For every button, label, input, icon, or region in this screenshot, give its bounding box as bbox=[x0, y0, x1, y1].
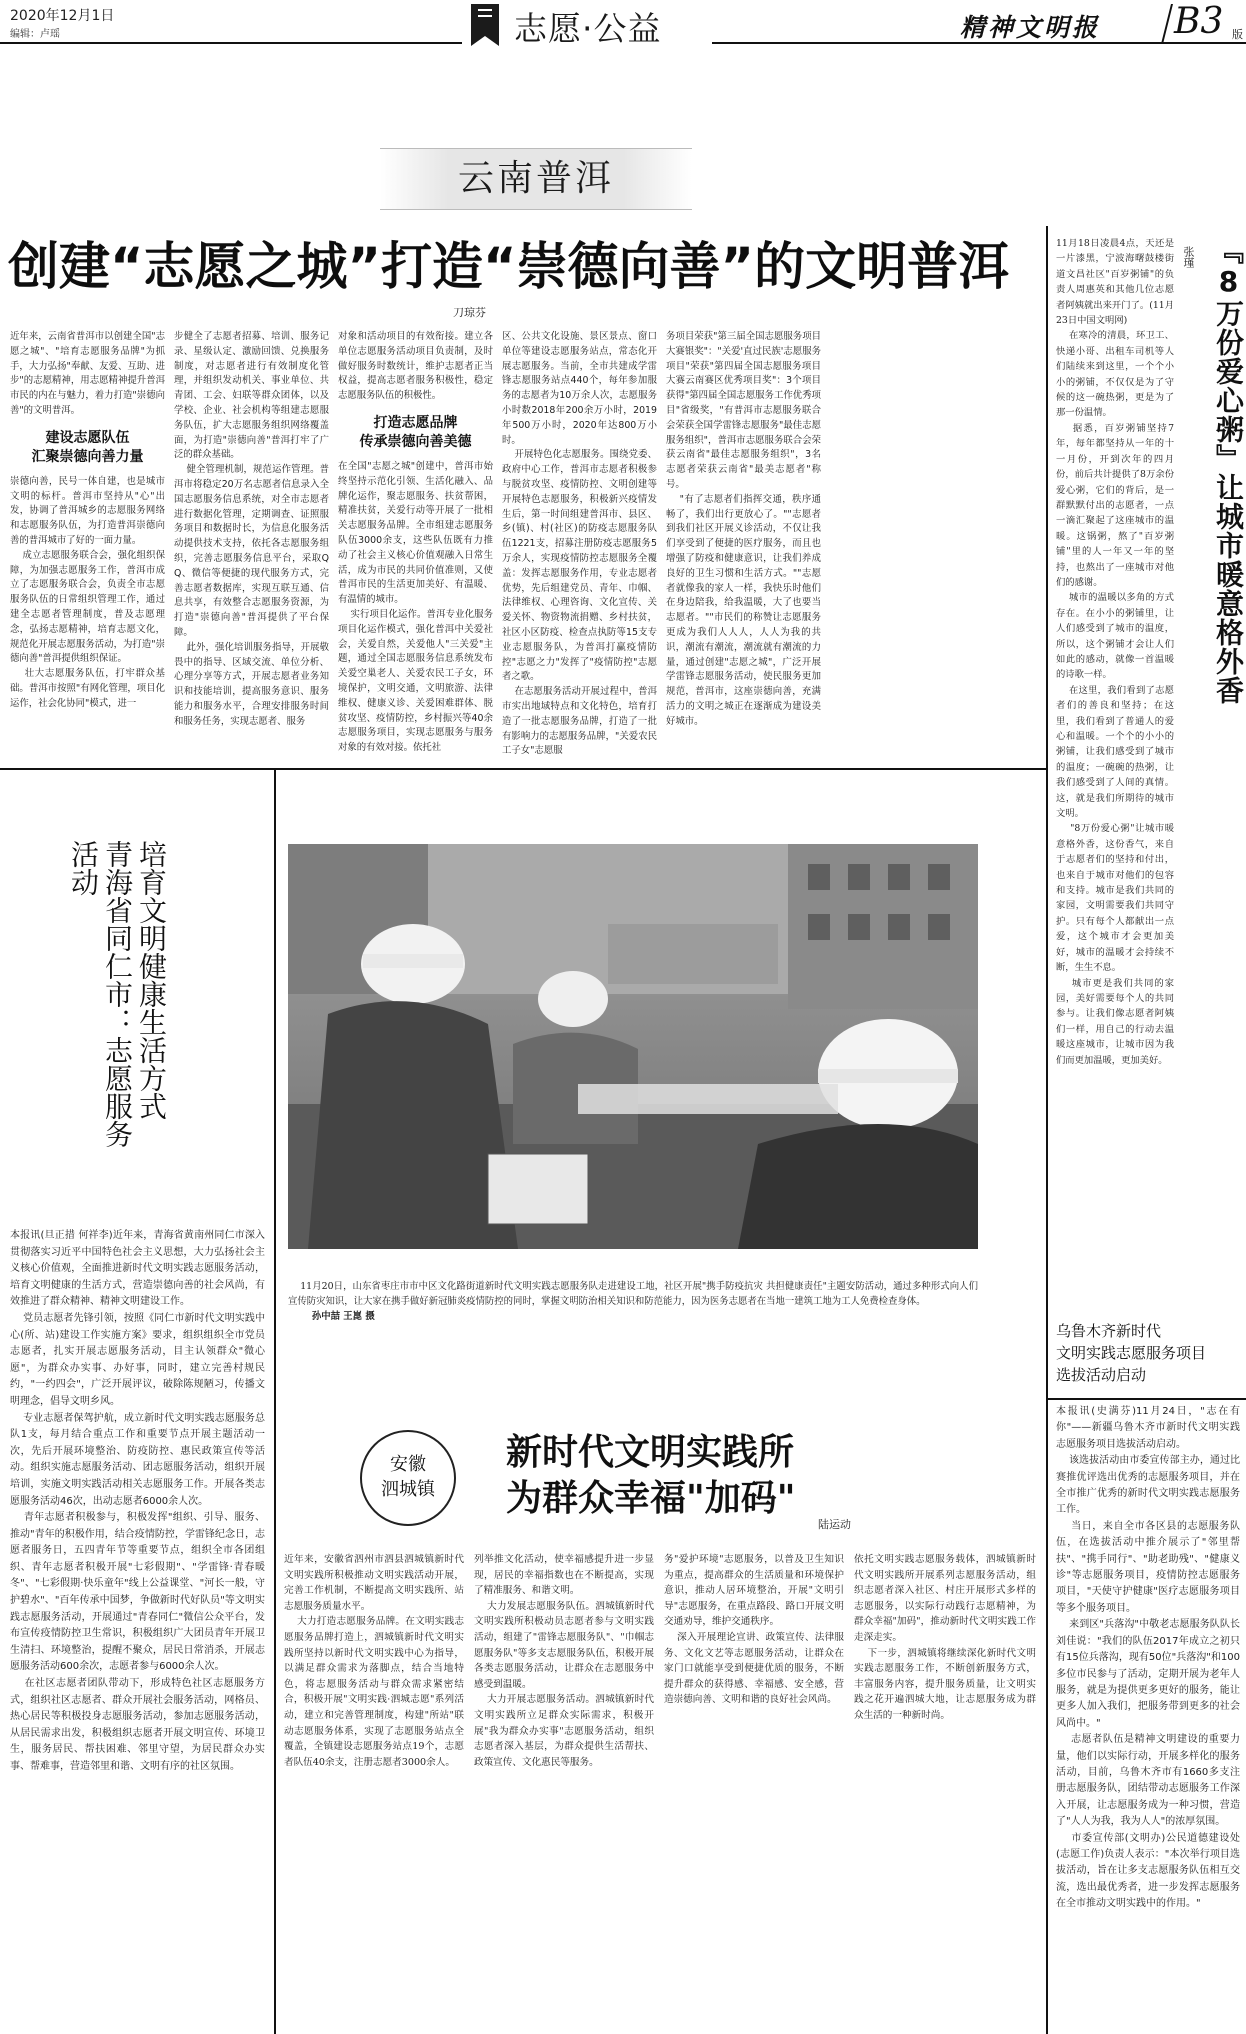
paragraph: 11月18日凌晨4点，天还是一片漆黑，宁波海曙鼓楼街道文昌社区"百岁粥铺"的负责人周惠英和其他几位志愿者阿姨就出来开门了。(11月23日中国文明网) 在寒冷的清晨，环卫工、快递小哥、出租车司机等人们陆续来到这里，一个个小小的粥铺，不仅仅是为了守候的这一碗热粥，更是为了那一份温情。 据悉，百岁粥铺坚持7年，每年都坚持从一年的十一月份，开到次年的四月份，前后共计提供了8万余份爱心粥，它们的背后，是一群默默付出的志愿者，一点一滴汇聚起了这座城市的温暖。这锅粥，熬了"百岁粥铺"里的人一年又一年的坚持，也熬出了一座城市对他们的感谢。 城市的温暖以多角的方式存在。在小小的粥铺里，让人们感受到了城市的温度，所以，这个粥铺才会让人们如此的感动，就像一首温暖的诗歌一样。 在这里，我们看到了志愿者们的善良和坚持；在这里，我们看到了普通人的爱心和温暖。一个个的小小的粥铺，让我们感受到了城市的温度；一碗碗的热粥，让我们感受到了人间的真情。这，就是我们所期待的城市文明。 "8万份爱心粥"让城市暖意格外香，这份香气，来自于志愿者们的坚持和付出，也来自于城市对他们的包容和支持。城市是我们共同的家园，文明需要我们共同守护。只有每个人都献出一点爱，这个城市才会更加美好，城市的温暖才会持续不断，生生不息。 城市更是我们共同的家园，美好需要每个人的共同参与。让我们像志愿者阿姨们一样，用自己的行动去温暖这座城市，让城市因为我们而更加温暖，更加美好。 bbox=[1056, 238, 1174, 1066]
qinghai-column bbox=[10, 1228, 265, 2028]
yunnan-col-2 bbox=[174, 330, 329, 762]
paragraph: 崇德向善，民号一体自建，也是城市文明的标杆。普洱市坚持从"心"出发，协调了普洱城乡的志愿服务网络和志愿服务队伍，为打造普洱崇德向善的普洱城市了好的一面力量。 成立志愿服务联合会，强化组织保障，为加强志愿服务工作，普洱市成立了志愿服务联合会，负责全市志愿服务队伍的日常组织管理工作，通过建全志愿者管理制度，普及志愿理念，弘扬志愿精神，培育志愿文化，规范化开展志愿服务活动，为打造"崇德向善"普洱提供组织保证。 壮大志愿服务队伍，打牢群众基础。普洱市按照"有网化管理，项目化运作，社会化协同"模式，进一 bbox=[10, 475, 165, 709]
caption-body: 11月20日，山东省枣庄市市中区文化路街道新时代文明实践志愿服务队走进建设工地，社区开展"携手防疫抗灾 共担健康责任"主题安防活动，通过多种形式向人们宣传防灾知识，让大家在携手做好新冠肺炎疫情防控的同时，掌握文明防治相关知识和防范能力，因为医务志愿者在当地一建筑工地为工人免费检查身体。 bbox=[288, 1281, 978, 1307]
byline-yunnan: 刀琼芬 bbox=[453, 306, 486, 319]
right-column-divider bbox=[1046, 226, 1048, 2034]
region-banner bbox=[380, 148, 692, 210]
anhui-region-badge-text: 安徽 泗城镇 bbox=[381, 1454, 435, 1500]
paragraph: 务项目荣获"第三届全国志愿服务项目大赛银奖"："关爱'直过民族'志愿服务项目"荣获"第四届全国志愿服务项目大赛云南赛区优秀项目奖"：3个项目获得"第四届全国志愿服务工作优秀项目"省级奖，"有普洱市志愿服务联合会荣获全国学雷锋志愿服务"最佳志愿服务组织"，普洱市志愿服务联合会荣获云南省"最佳志愿服务组织"，3名志愿者荣获云南省"最美志愿者"称号。 "有了志愿者们指挥交通，秩序通畅了，我们出行更放心了。""志愿者到我们社区开展义诊活动，不仅让我们享受到了便捷的医疗服务，而且也增强了防疫和健康意识，让我们养成良好的卫生习惯和生活方式。""志愿者就像我的家人一样，我快乐时他们在身边陪我，给我温暖，大了也要当志愿者。""市民们的称赞让志愿服务更成为我们人人人，人人为我的共识，潮流有潮流，潮流就有潮流的力量，通过创建"志愿之城"，广泛开展学雷锋志愿服务活动，使民服务更加规范，普洱市，这座崇德向善，充满活力的文明之城正在逐渐成为建设美好城市。 bbox=[666, 331, 821, 727]
paragraph: 近年来，安徽省泗州市泗县泗城镇新时代文明实践所积极推动文明实践活动开展，完善工作机制，不断提高文明实践所、站志愿服务质量水平。 大力打造志愿服务品牌。在文明实践志愿服务品牌打造上，泗城镇新时代文明实践所坚持以新时代文明实践中心为指导，以满足群众需求为落脚点，结合当地特色，将志愿服务活动与群众需求紧密结合，积极开展"文明实践·泗城志愿"系列活动，建立和完善管理制度，构建"所站"联动志愿服务体系，实现了志愿服务站点全覆盖，全镇建设志愿服务站点19个，志愿者队伍40余支，注册志愿者3000余人。 bbox=[284, 1554, 464, 1768]
issue-date: 2020年12月1日 bbox=[10, 8, 115, 24]
caption-text bbox=[288, 1264, 978, 1326]
anhui-col-4 bbox=[854, 1552, 1036, 2028]
anhui-col-3 bbox=[664, 1552, 844, 2028]
subhead-team: 建设志愿队伍 汇聚崇德向善力量 bbox=[31, 429, 144, 465]
photo-credit: 孙中喆 王崑 摄 bbox=[311, 1311, 375, 1322]
paragraph: 依托文明实践志愿服务载体，泗城镇新时代文明实践所开展系列志愿服务活动，组织志愿者深入社区、村庄开展形式多样的志愿服务，以实际行动践行志愿精神，为群众幸福"加码"，推动新时代文明实践工作走深走实。 下一步，泗城镇将继续深化新时代文明实践志愿服务工作，不断创新服务方式，丰富服务内容，提升服务质量，让文明实践之花开遍泗城大地，让志愿服务成为群众生活的一种新时尚。 bbox=[854, 1554, 1036, 1721]
region-banner-text: 云南普洱 bbox=[457, 158, 614, 199]
headline-anhui: 新时代文明实践所 为群众幸福"加码" bbox=[506, 1432, 796, 1519]
sidebar-column bbox=[1056, 236, 1174, 1366]
subhead-brand: 打造志愿品牌 传承崇德向善美德 bbox=[359, 414, 472, 450]
paragraph: 区、公共文化设施、景区景点、窗口单位等建设志愿服务站点，常态化开展志愿服务。当前，全市共建成学雷锋志愿服务站点440个，每年参加服务的志愿者为10万余人次，志愿服务小时数2018年200余万小时，2019年500万小时，2020年达800万小时。 开展特色化志愿服务。围绕党委、政府中心工作，普洱市志愿者积极参与脱贫攻坚、疫情防控、文明创建等开展特色志愿服务，积极新兴疫情发生后，第一时间组建普洱市、县区、乡(镇)、村(社区)的防疫志愿服务队伍1221支，招募注册防疫志愿服务5万余人，实现疫情防控志愿服务全覆盖：发挥志愿服务作用，专业志愿者优势，先后组建党员、青年、巾帼、法律维权、心理咨询、文化宣传、关爱关怀、物资物流捐赠、乡村扶贫，社区小区防疫、检查点执防等15支专业志愿服务队，为普洱打赢疫情防控"志愿之力"发挥了"疫情防控"志愿者之歌。 在志愿服务活动开展过程中，普洱市实出地域特点和文化特色，培育打造了一批志愿服务品牌，打造了一批有影响力的志愿服务品牌，"关爱农民工子女"志愿服 bbox=[502, 331, 657, 757]
headline-qinghai: 培育文明健康生活方式 青海省同仁市：志愿服务活动 bbox=[67, 840, 168, 1148]
urumqi-column bbox=[1056, 1404, 1240, 2030]
masthead bbox=[0, 0, 1246, 56]
yunnan-col-3 bbox=[338, 330, 493, 762]
paragraph: 在全国"志愿之城"创建中，普洱市始终坚持示范化引领、生活化融入、品牌化运作，聚志愿服务、扶贫帮困，精准扶贫，关爱行动等开展了一批相关志愿服务品牌。全市组建志愿服务队伍3000余支，这些队伍既有力推动了社会主义核心价值观融入日常生活，成为市民的共同价值准则，又使普洱市民的生活更加美好、有温暖、有温情的城市。 实行项目化运作。普洱专业化服务项目化运作模式，强化普洱中关爱社会，关爱自然，关爱他人"三关爱"主题，通过全国志愿服务信息系统发布关爱空巢老人、关爱农民工子女，环境保护，文明交通，文明旅游、法律维权、健康义诊、关爱困难群体、脱贫攻坚、疫情防控，乡村振兴等40余志愿服务项目，实现志愿服务与服务对象的有效对接。依托社 bbox=[338, 460, 493, 754]
yunnan-bottom-rule bbox=[0, 768, 1046, 770]
paragraph: 步健全了志愿者招募、培训、服务记录、星级认定、激励回馈、兑换服务制度，对志愿者进行有效制度化管理，并组织发动机关、事业单位、共青团、工会、妇联等群众团体，以及学校、企业、社会机构等组建志愿服务队伍，扩大志愿服务组织网络覆盖面，为打造"崇德向善"普洱打牢了广泛的群众基础。 健全管理机制，规范运作管理。普洱市将稳定20万名志愿者信息录入全国志愿服务信息系统，对全市志愿者进行数据化管理，定期调查、证照服务项目和数据时长，为信息化服务活动提供技术支持，依托各志愿服务组织，完善志愿服务信息平台，采取QQ、微信等便捷的现代服务方式，完善志愿者数据库，实现互联互通、信息共享，有效整合志愿服务资源，为打造"崇德向善"普洱提供了平台保障。 此外，强化培训服务指导，开展敬畏中的指导、区域交流、单位分析、心理分享等方式，开展志愿者业务知识和技能培训，提高服务意识、服务能力和服务水平，合理安排服务时间和服务任务，实现志愿者、服务 bbox=[174, 331, 329, 727]
headline-yunnan: 创建“志愿之城”打造“崇德向善”的文明普洱 bbox=[8, 238, 1010, 297]
ribbon-icon bbox=[468, 2, 502, 48]
byline-anhui: 陆运动 bbox=[818, 1518, 851, 1531]
yunnan-col-1 bbox=[10, 330, 165, 762]
page-code: B3 bbox=[1174, 1, 1224, 42]
paragraph: 对象和活动项目的有效衔接。建立各单位志愿服务活动项目负责制，及时做好服务时数统计，维护志愿者正当权益，提高志愿者服务积极性，稳定志愿服务队伍的积极性。 bbox=[338, 331, 493, 402]
paragraph: 本报讯(旦正措 何祥李)近年来，青海省黄南州同仁市深入贯彻落实习近平中国特色社会主义思想，大力弘扬社会主义核心价值观，全面推进新时代文明实践志愿服务活动，培育文明健康的生活方式，营造崇德向善的社会风尚，有效推进了群众精神、精神文明建设工作。 党员志愿者先锋引领，按照《同仁市新时代文明实践中心(所、站)建设工作实施方案》要求，组织组织全市党员志愿者，扎实开展志愿服务活动，目主认领群众"微心愿"，为群众办实事、办好事，同时，建立完善村规民约，"一约四会"，广泛开展评议，破除陈规陋习，传播文明理念，倡导文明乡风。 专业志愿者保驾护航，成立新时代文明实践志愿服务总队1支，每月结合重点工作和重要节点开展主题活动一次，先后开展环境整治、防疫防控、惠民政策宣传等活动。组织实施志愿服务活动、团志愿服务活动，组织开展培训，实施文明实践活动相关志愿服务工作。开展各类志愿服务活动46次，出动志愿者6000余人次。 青年志愿者积极参与，积极发挥"组织、引导、服务、推动"青年的积极作用，结合疫情防控，学雷锋纪念日，志愿者服务日，五四青年节等重要节点，组织全市各团组织、青年志愿者积极开展"七彩假期"、"学雷锋·青春暖冬"、"七彩假期·快乐童年"线上公益课堂、"河长一般，守护碧水"、"百年传承中国梦，争做新时代好队员"等文明实践志愿服务活动，开展通过"青春同仁"微信公众平台，发布宣传疫情防控卫生常识，积极组织广大团员青年开展卫生清扫、环境整治，提醒不聚众，居民日常消杀，开展志愿服务活动600余次，志愿者参与6000余人次。 在社区志愿者团队带动下，形成特色社区志愿服务方式，组织社区志愿者、群众开展社会服务活动，网格员、热心居民等积极投身志愿服务活动，参加志愿服务活动，从居民需求出发，积极组织志愿者开展文明宣传、环境卫生，服务居民、帮扶困难、邻里守望，为居民群众办实事、帮难事，营造邻里和谐、文明有序的社区氛围。 bbox=[10, 1230, 265, 1772]
qinghai-right-rule bbox=[274, 768, 276, 2034]
anhui-col-1 bbox=[284, 1552, 464, 2028]
anhui-col-2 bbox=[474, 1552, 654, 2028]
headline-urumqi: 乌鲁木齐新时代 文明实践志愿服务项目 选拔活动启动 bbox=[1056, 1322, 1207, 1384]
paper-name: 精神文明报 bbox=[960, 13, 1101, 42]
masthead-underline-left bbox=[0, 42, 462, 44]
photo-scene-illustration bbox=[288, 844, 978, 1249]
paragraph: 近年来，云南省普洱市以创建全国"志愿之城"、"培育志愿服务品牌"为抓手，大力弘扬"奉献、友爱、互助、进步"的志愿精神，用志愿精神提升普洱市民的内在与魅力，着力打造"崇德向善"的文明普洱。 bbox=[10, 331, 165, 416]
sidebar-bottom-rule bbox=[1046, 1398, 1246, 1400]
paragraph: 务"爱护环境"志愿服务，以普及卫生知识为重点，提高群众的生活质量和环境保护意识，推动人居环境整治，开展"文明引导"志愿服务，在重点路段、路口开展文明交通劝导，维护交通秩序。 深入开展理论宣讲、政策宣传、法律服务、文化文艺等志愿服务活动，让群众在家门口就能享受到便捷优质的服务，不断提升群众的获得感、幸福感、安全感，营造崇德向善、文明和谐的良好社会风尚。 bbox=[664, 1554, 844, 1706]
anhui-region-badge bbox=[360, 1430, 456, 1526]
photo-caption bbox=[288, 1264, 978, 1326]
paragraph: 本报讯(史满芬)11月24日，"志在有你"——新疆乌鲁木齐市新时代文明实践志愿服务项目选拔活动启动。 该选拔活动由市委宣传部主办，通过比赛推优评选出优秀的志愿服务项目，并在全市推广优秀的新时代文明实践志愿服务工作。 当日，来自全市各区县的志愿服务队伍，在选拔活动中推介展示了"邻里帮扶"、"携手同行"、"助老助残"、"健康义诊"等志愿服务项目，疫情防控志愿服务项目，"天使守护健康"医疗志愿服务项目等多个服务项目。 来到区"兵落沟"中敬老志愿服务队队长刘佳说："我们的队伍2017年成立之初只有15位兵落沟，现有50位"兵落沟"和100多位市民参与了活动，定期开展为老年人服务，就是为提供更多更好的服务，能让更多人加入我们，把服务带到更多的社会风尚中。" 志愿者队伍是精神文明建设的重要力量，他们以实际行动，开展多样化的服务活动，目前，乌鲁木齐市有1660多支注册志愿服务队，团结带动志愿服务工作深入开展，让志愿服务成为一种习惯，营造了"人人为我，我为人人"的浓厚氛围。 市委宣传部(文明办)公民道德建设处(志愿工作)负责人表示："本次举行项目选拔活动，旨在让多支志愿服务队伍相互交流，选出最优秀者，进一步发挥志愿服务在全市推动文明实践中的作用。" bbox=[1056, 1406, 1240, 1910]
yunnan-col-5 bbox=[666, 330, 821, 762]
page-code-divider bbox=[1161, 4, 1173, 44]
paragraph: 列举推文化活动，使幸福感提升进一步显现，居民的幸福指数也在不断提高，实现了精准服务、和谐文明。 大力发展志愿服务队伍。泗城镇新时代文明实践所积极动员志愿者参与文明实践活动，组建了"雷锋志愿服务队"、"巾帼志愿服务队"等多支志愿服务队伍，积极开展各类志愿服务活动，让群众在志愿服务中感受到温暖。 大力开展志愿服务活动。泗城镇新时代文明实践所立足群众实际需求，积极开展"我为群众办实事"志愿服务活动，组织志愿者深入基层，为群众提供生活帮扶、政策宣传、文化惠民等服务。 bbox=[474, 1554, 654, 1768]
news-photo bbox=[288, 844, 978, 1249]
yunnan-col-4 bbox=[502, 330, 657, 762]
sidebar-headline: 『8万份爱心粥』让城市暖意格外香 bbox=[1212, 236, 1245, 705]
page-code-suffix: 版 bbox=[1232, 28, 1243, 41]
sidebar-author: 张瑾 bbox=[1182, 246, 1195, 268]
editor-credit: 编辑：卢瑶 bbox=[10, 29, 60, 40]
section-title: 志愿·公益 bbox=[514, 9, 662, 48]
